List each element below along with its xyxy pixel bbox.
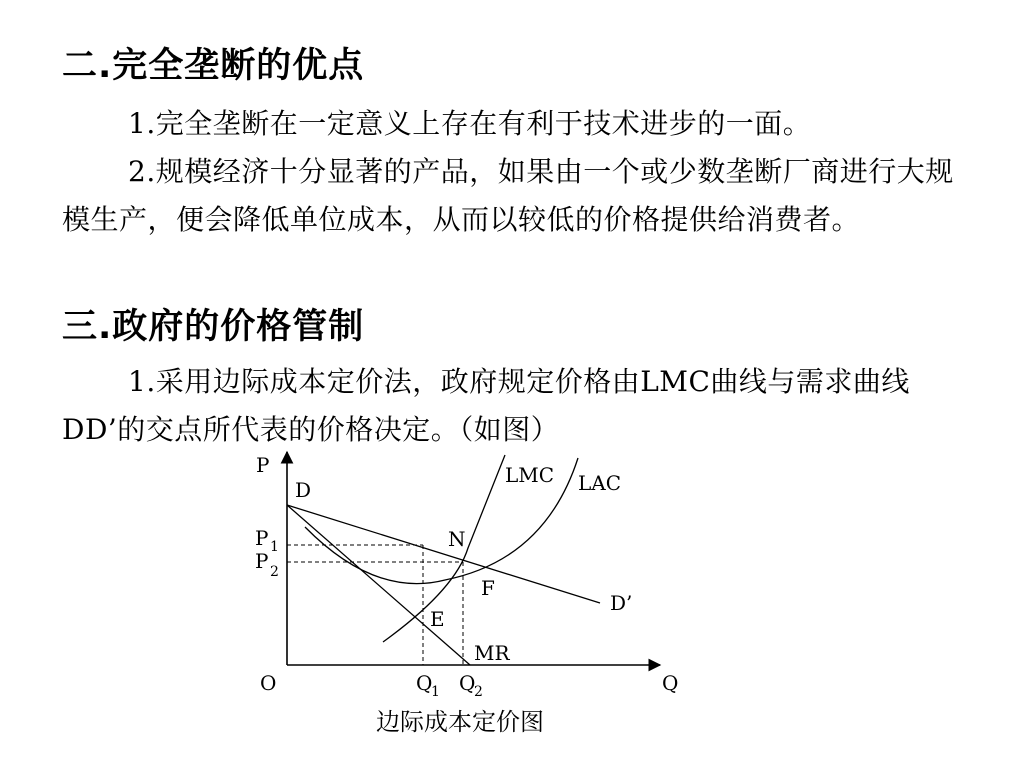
d-label: D xyxy=(295,478,312,502)
section3-heading: 三.政府的价格管制 xyxy=(62,307,365,347)
d-prime-label: D’ xyxy=(610,591,633,615)
marginal-cost-pricing-diagram xyxy=(240,445,700,700)
p2-label: P xyxy=(255,549,269,573)
section3-item1: 1.采用边际成本定价法，政府规定价格由LMC曲线与需求曲线DD’的交点所代表的价格决定。（如图） xyxy=(62,365,910,446)
p1-subscript: 1 xyxy=(270,539,279,555)
section2-item2: 2.规模经济十分显著的产品，如果由一个或少数垄断厂商进行大规模生产，便会降低单位成本，从而以较低的价格提供给消费者。 xyxy=(62,155,954,236)
f-label: F xyxy=(481,576,495,600)
figure-caption: 边际成本定价图 xyxy=(376,708,544,736)
e-label: E xyxy=(430,607,445,631)
mr-label: MR xyxy=(474,641,510,665)
q1-subscript: 1 xyxy=(431,684,440,700)
q-axis-label: Q xyxy=(662,671,679,695)
section2-heading: 二.完全垄断的优点 xyxy=(62,46,365,86)
p1-label: P xyxy=(255,526,269,550)
lmc-label: LMC xyxy=(505,463,555,487)
q1-label: Q xyxy=(416,671,433,695)
section2-item1: 1.完全垄断在一定意义上存在有利于技术进步的一面。 xyxy=(128,107,812,140)
origin-label: O xyxy=(260,671,277,695)
mr-curve xyxy=(287,505,470,665)
lac-label: LAC xyxy=(578,471,622,495)
q2-label: Q xyxy=(459,671,476,695)
q2-subscript: 2 xyxy=(474,684,483,700)
n-label: N xyxy=(448,527,466,551)
p2-subscript: 2 xyxy=(270,564,279,580)
p-axis-label: P xyxy=(256,453,270,477)
